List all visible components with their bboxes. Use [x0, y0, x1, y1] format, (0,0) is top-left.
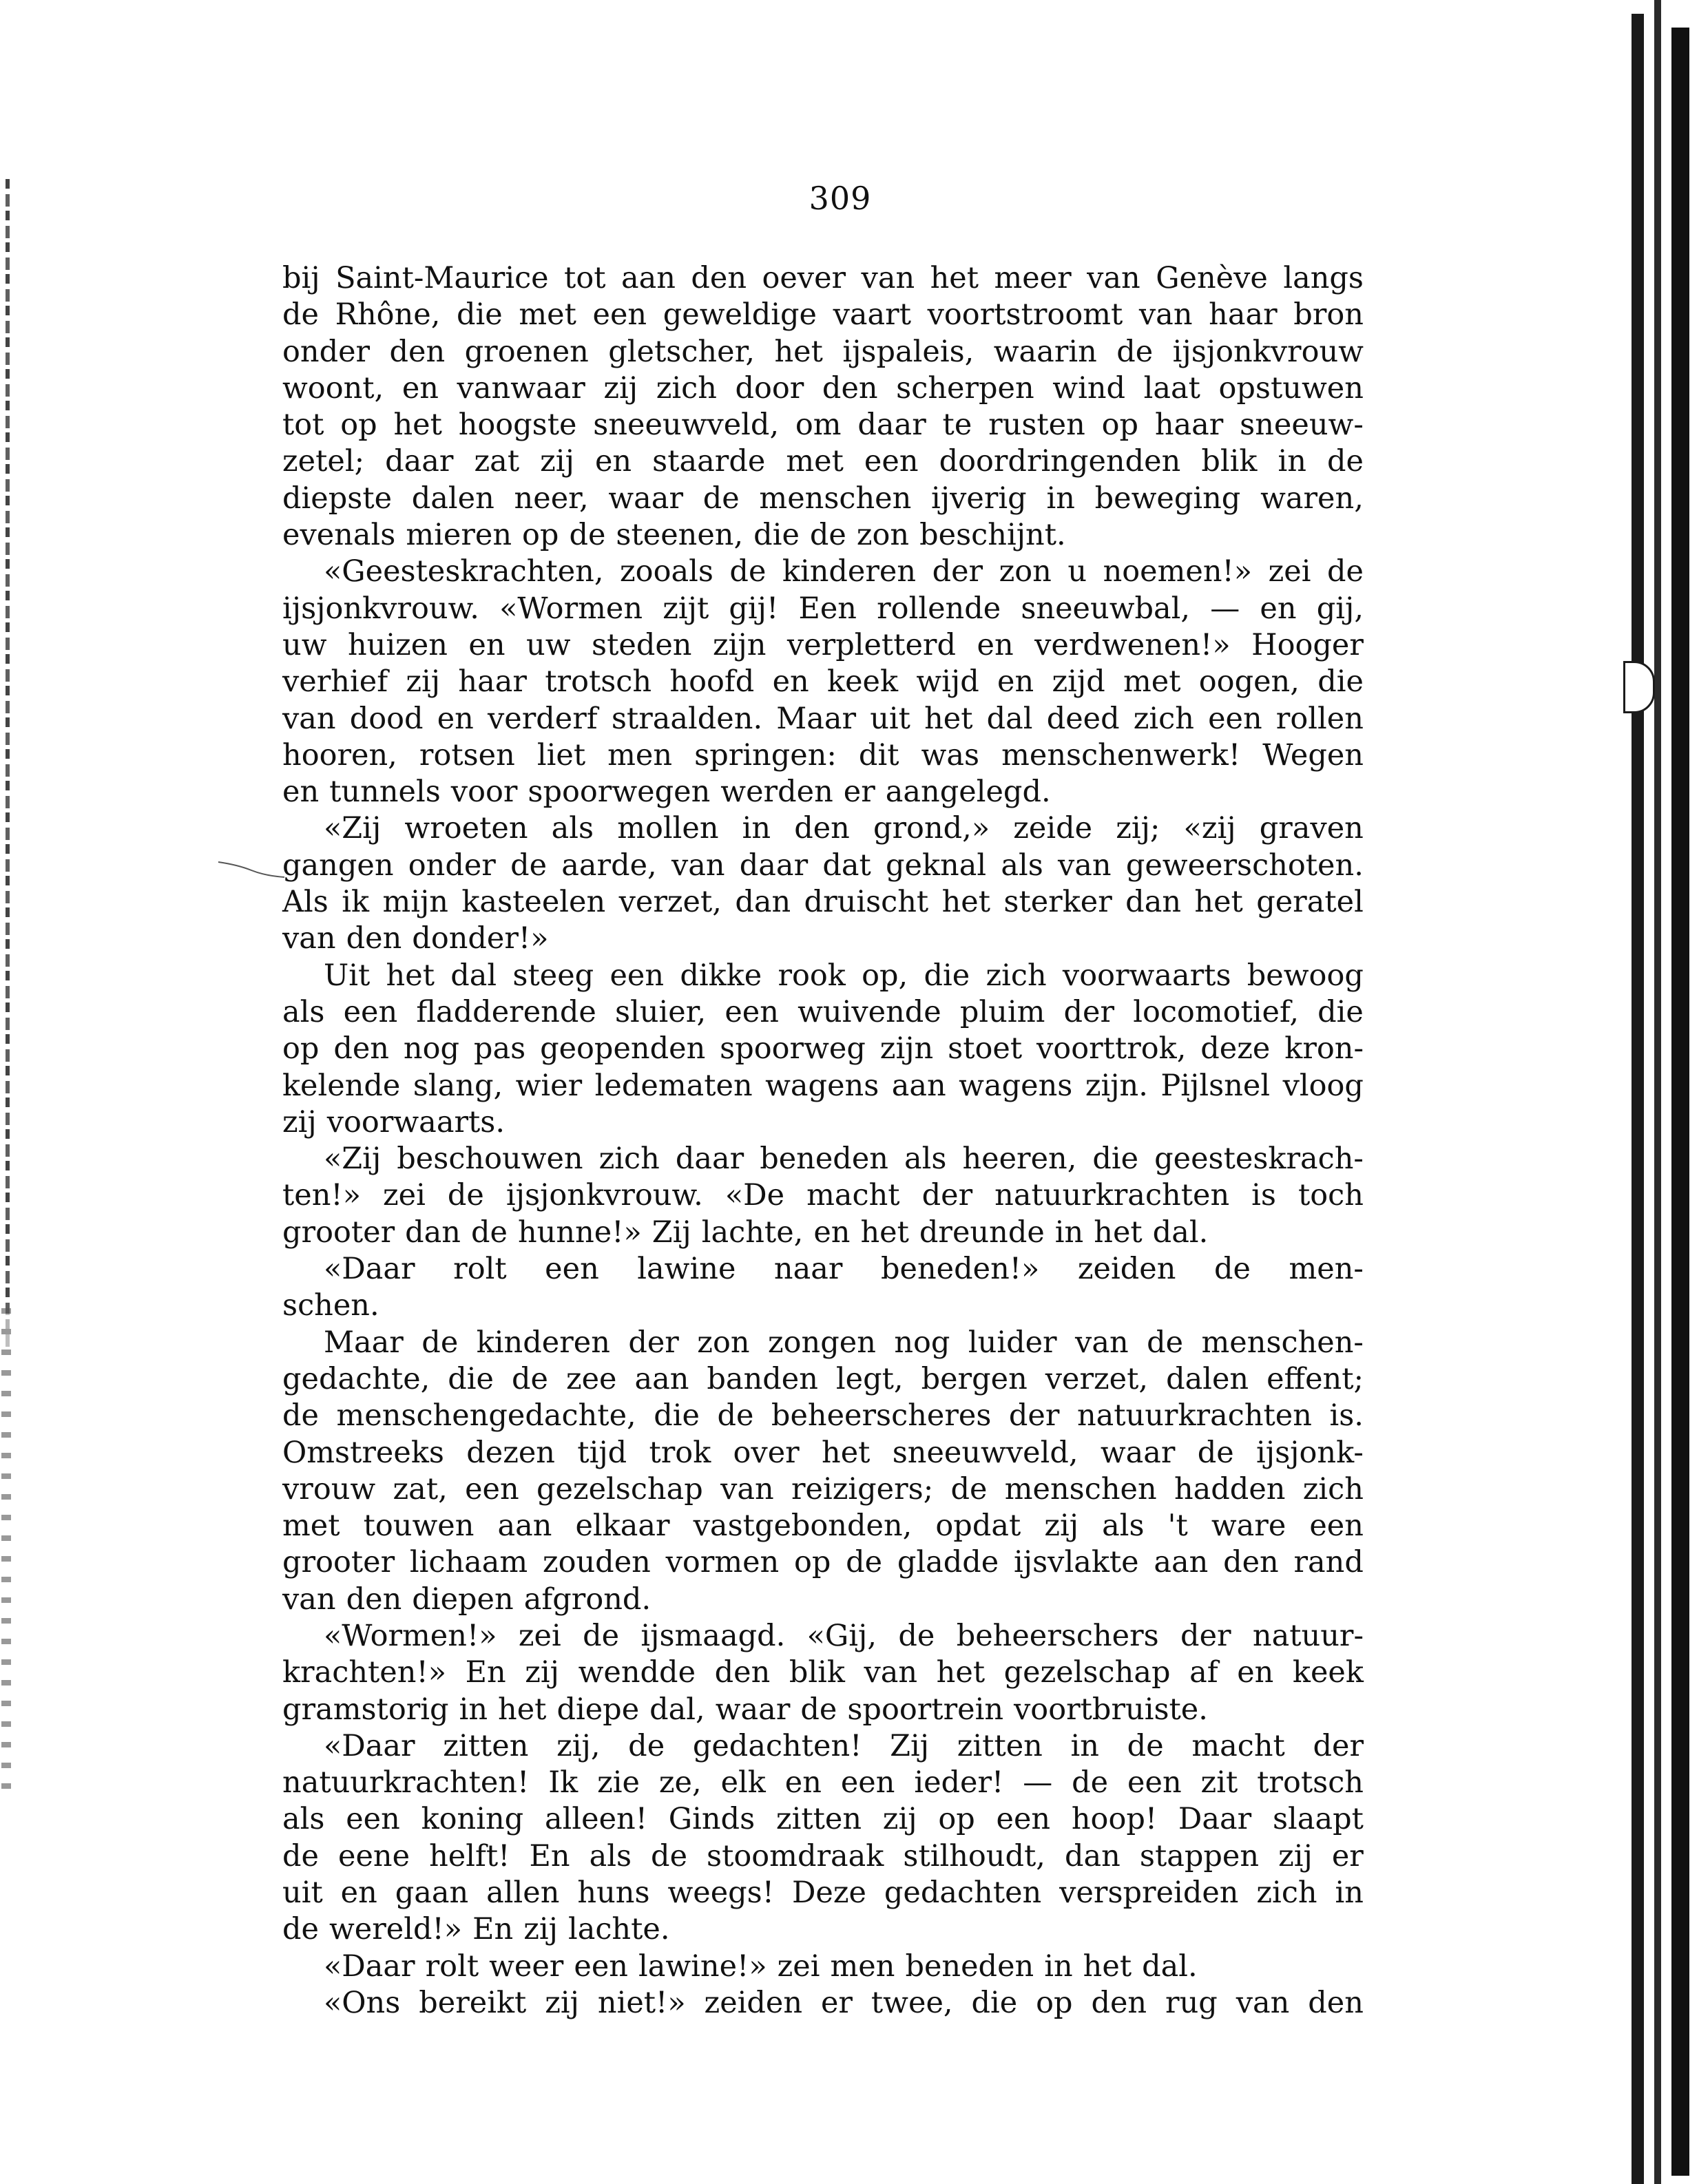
text-line: vrouw zat, een gezelschap van reizigers; de menschen hadden zich — [282, 1471, 1364, 1506]
text-line: «Daar rolt een lawine naar beneden!» zeiden de men- — [324, 1252, 1364, 1287]
text-line: met touwen aan elkaar vastgebonden, opdat zij als 't ware een — [282, 1509, 1364, 1544]
text-line: «Daar zitten zij, de gedachten! Zij zitten in de macht der — [324, 1728, 1364, 1763]
text-line: «Wormen!» zei de ijsmaagd. «Gij, de beheerschers der natuur- — [324, 1618, 1364, 1653]
text-line: natuurkrachten! Ik zie ze, elk en een ieder! — de een zit trotsch — [282, 1765, 1364, 1800]
text-line: woont, en vanwaar zij zich door den scherpen wind laat opstuwen — [282, 370, 1364, 406]
text-line: grooter lichaam zouden vormen op de gladde ijsvlakte aan den rand — [282, 1545, 1364, 1580]
text-line: schen. — [282, 1288, 379, 1323]
text-line: grooter dan de hunne!» Zij lachte, en het dreunde in het dal. — [282, 1215, 1209, 1250]
scan-speckle — [6, 179, 10, 1350]
text-line: de wereld!» En zij lachte. — [282, 1912, 670, 1947]
text-line: Als ik mijn kasteelen verzet, dan druischt het sterker dan het geratel — [282, 885, 1364, 920]
text-line: gedachte, die de zee aan banden legt, bergen verzet, dalen effent; — [282, 1361, 1364, 1396]
text-line: Uit het dal steeg een dikke rook op, die zich voorwaarts bewoog — [324, 958, 1364, 993]
text-line: gangen onder de aarde, van daar dat geknal als van geweerschoten. — [282, 848, 1364, 883]
text-line: als een koning alleen! Ginds zitten zij op een hoop! Daar slaapt — [282, 1802, 1364, 1837]
text-line: diepste dalen neer, waar de menschen ijverig in beweging waren, — [282, 481, 1364, 516]
text-line: tot op het hoogste sneeuwveld, om daar te rusten op haar sneeuw- — [282, 408, 1364, 443]
text-line: onder den groenen gletscher, het ijspaleis, waarin de ijsjonkvrouw — [282, 334, 1364, 369]
text-line: krachten!» En zij wendde den blik van het gezelschap af en keek — [282, 1655, 1364, 1690]
text-line: de eene helft! En als de stoomdraak stilhoudt, dan stappen zij er — [282, 1838, 1364, 1873]
text-line: «Zij wroeten als mollen in den grond,» zeide zij; «zij graven — [324, 811, 1364, 846]
text-line: de Rhône, die met een geweldige vaart voortstroomt van haar bron — [282, 297, 1364, 333]
text-line: hooren, rotsen liet men springen: dit was menschenwerk! Wegen — [282, 737, 1364, 773]
text-line: en tunnels voor spoorwegen werden er aangelegd. — [282, 775, 1051, 810]
text-line: ijsjonkvrouw. «Wormen zijt gij! Een rollende sneeuwbal, — en gij, — [282, 591, 1364, 626]
scan-left-edge — [0, 0, 28, 2184]
text-line: uit en gaan allen huns weegs! Deze gedachten verspreiden zich in — [282, 1876, 1364, 1911]
text-line: ten!» zei de ijsjonkvrouw. «De macht der natuurkrachten is toch — [282, 1178, 1364, 1213]
scan-speckle — [1, 1308, 11, 1790]
text-line: «Ons bereikt zij niet!» zeiden er twee, die op den rug van den — [324, 1985, 1364, 2020]
text-line: bij Saint-Maurice tot aan den oever van het meer van Genève langs — [282, 261, 1364, 295]
text-line: van den donder!» — [282, 921, 549, 956]
book-binding-edge — [1623, 0, 1699, 2184]
text-line: Maar de kinderen der zon zongen nog luider van de menschen- — [324, 1325, 1364, 1360]
text-line: uw huizen en uw steden zijn verpletterd en verdwenen!» Hooger — [282, 627, 1364, 662]
margin-pencil-mark — [217, 859, 286, 880]
text-line: als een fladderende sluier, een wuivende pluim der locomotief, die — [282, 994, 1364, 1029]
text-line: «Geesteskrachten, zooals de kinderen der zon u noemen!» zei de — [324, 554, 1364, 589]
text-line: gramstorig in het diepe dal, waar de spoortrein voortbruiste. — [282, 1692, 1208, 1727]
text-line: kelende slang, wier ledematen wagens aan wagens zijn. Pijlsnel vloog — [282, 1068, 1364, 1103]
text-line: zetel; daar zat zij en staarde met een doordringenden blik in de — [282, 444, 1364, 479]
text-line: de menschengedachte, die de beheerscheres der natuurkrachten is. — [282, 1398, 1364, 1434]
text-line: verhief zij haar trotsch hoofd en keek wijd en zijd met oogen, die — [282, 664, 1364, 700]
text-line: «Daar rolt weer een lawine!» zei men beneden in het dal. — [324, 1949, 1198, 1984]
text-line: «Zij beschouwen zich daar beneden als heeren, die geesteskrach- — [324, 1142, 1364, 1177]
body-text — [282, 260, 1364, 2022]
page-number: 309 — [809, 180, 872, 217]
text-line: van den diepen afgrond. — [282, 1582, 652, 1617]
text-line: van dood en verderf straalden. Maar uit het dal deed zich een rollen — [282, 701, 1364, 736]
text-line: zij voorwaarts. — [282, 1104, 505, 1140]
text-line: evenals mieren op de steenen, die de zon beschijnt. — [282, 518, 1066, 553]
text-line: op den nog pas geopenden spoorweg zijn stoet voorttrok, deze kron- — [282, 1031, 1364, 1067]
text-line: Omstreeks dezen tijd trok over het sneeuwveld, waar de ijsjonk- — [282, 1435, 1364, 1470]
